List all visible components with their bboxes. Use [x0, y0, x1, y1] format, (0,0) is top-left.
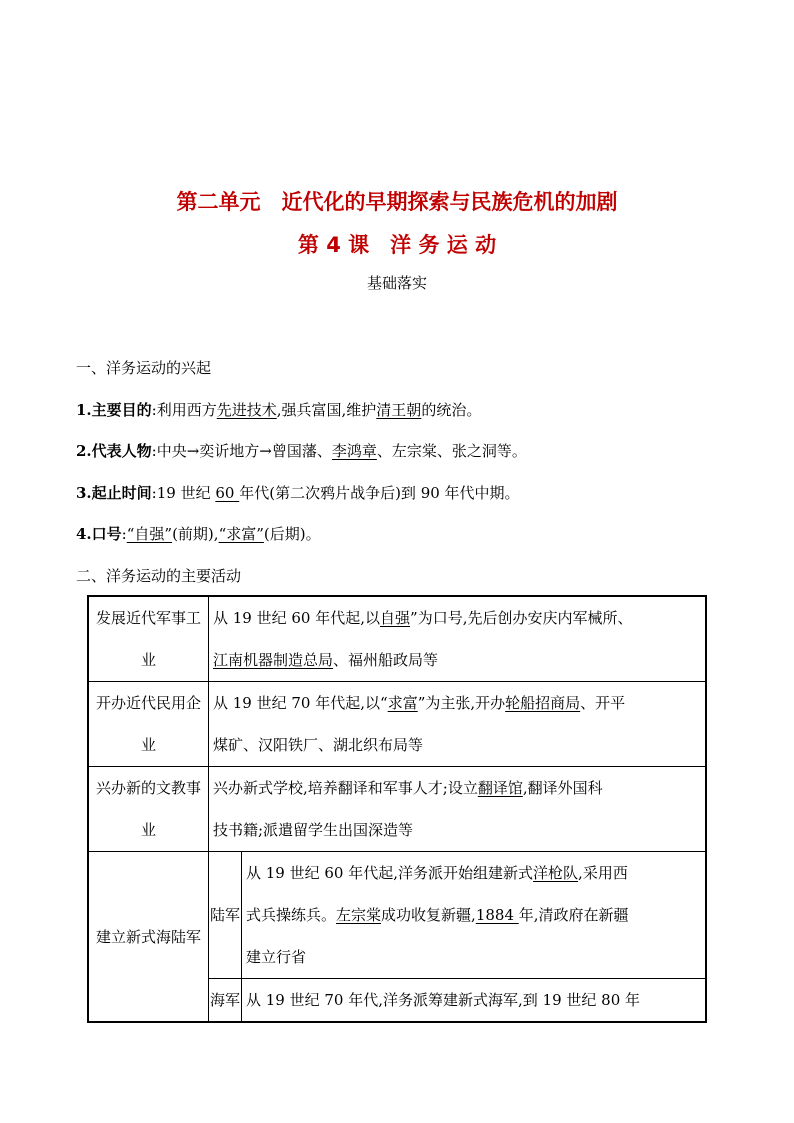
- item-text: 年代(第二次鸦片战争后)到 90 年代中期。: [239, 484, 520, 502]
- answer-blank: 先进技术: [216, 401, 277, 419]
- subcategory-cell: 陆军: [209, 852, 242, 979]
- cell-text: ”为主张,开办: [417, 694, 506, 712]
- item-period: [76, 482, 520, 503]
- subcategory-cell: 海军: [209, 979, 242, 1023]
- lesson-title: 第 4 课 洋 务 运 动: [297, 233, 497, 257]
- answer-blank: 洋枪队: [533, 864, 579, 882]
- table-row: [88, 852, 706, 979]
- section1-heading: 一、洋务运动的兴起: [76, 359, 212, 377]
- item-label: 2.代表人物: [76, 442, 152, 460]
- cell-text: 、开平: [580, 694, 626, 712]
- cell-text: 成功收复新疆,: [381, 906, 476, 924]
- activities-table: [87, 595, 707, 1023]
- item-text: 的统治。: [421, 401, 482, 419]
- table-row: [88, 682, 706, 767]
- cell-text: 、福州船政局等: [333, 651, 439, 669]
- answer-blank: 江南机器制造总局: [213, 651, 334, 669]
- answer-blank: 求富: [387, 694, 418, 712]
- item-text: :19 世纪: [151, 484, 216, 502]
- cell-text: 煤矿、汉阳铁厂、湖北织布局等: [213, 736, 424, 754]
- answer-blank: 翻译馆: [477, 779, 523, 797]
- cell-text: ,翻译外国科: [522, 779, 603, 797]
- answer-blank: “自强”: [126, 525, 173, 543]
- item-text: 、左宗棠、张之洞等。: [376, 442, 527, 460]
- cell-text: 从 19 世纪 60 年代起,洋务派开始组建新式: [246, 864, 534, 882]
- item-text: (前期),: [172, 525, 219, 543]
- category-cell: 兴办新的文教事业: [88, 767, 209, 852]
- item-representatives: [76, 440, 527, 461]
- section2-heading: 二、洋务运动的主要活动: [76, 567, 242, 585]
- item-label: 1.主要目的: [76, 401, 152, 419]
- content-cell: [242, 852, 707, 979]
- item-text: (后期)。: [263, 525, 321, 543]
- cell-text: 年,清政府在新疆: [518, 906, 629, 924]
- item-text: :中央→奕䜣地方→曾国藩、: [151, 442, 332, 460]
- content-cell: [242, 979, 707, 1023]
- content-cell: [209, 767, 707, 852]
- section-label: 基础落实: [366, 274, 427, 292]
- category-cell: 发展近代军事工业: [88, 596, 209, 682]
- cell-text: ,采用西: [578, 864, 628, 882]
- answer-blank: 轮船招商局: [505, 694, 581, 712]
- category-cell: 开办近代民用企业: [88, 682, 209, 767]
- content-cell: [209, 596, 707, 682]
- answer-blank: “求富”: [218, 525, 264, 543]
- content-cell: [209, 682, 707, 767]
- item-label: 4.口号: [76, 525, 122, 543]
- item-main-purpose: [76, 399, 481, 420]
- answer-blank: 李鸿章: [331, 442, 377, 460]
- answer-blank: 1884: [475, 906, 519, 924]
- cell-text: 式兵操练兵。: [246, 906, 337, 924]
- item-label: 3.起止时间: [76, 484, 152, 502]
- item-text: :利用西方: [151, 401, 217, 419]
- cell-text: 从 19 世纪 70 年代,洋务派筹建新式海军,到 19 世纪 80 年: [246, 991, 641, 1009]
- cell-text: 从 19 世纪 70 年代起,以“: [213, 694, 388, 712]
- cell-text: 建立行省: [246, 948, 307, 966]
- item-slogan: [76, 523, 321, 544]
- category-cell: 建立新式海陆军: [88, 852, 209, 1023]
- cell-text: 兴办新式学校,培养翻译和军事人才;设立: [213, 779, 478, 797]
- table-row: [88, 596, 706, 682]
- item-text: ,强兵富国,维护: [276, 401, 377, 419]
- cell-text: 从 19 世纪 60 年代起,以: [213, 609, 381, 627]
- answer-blank: 清王朝: [376, 401, 422, 419]
- answer-blank: 左宗棠: [336, 906, 382, 924]
- answer-blank: 60: [215, 484, 240, 502]
- cell-text: 技书籍;派遣留学生出国深造等: [213, 821, 414, 839]
- cell-text: ”为口号,先后创办安庆内军械所、: [410, 609, 633, 627]
- unit-title: 第二单元 近代化的早期探索与民族危机的加剧: [176, 190, 618, 214]
- answer-blank: 自强: [380, 609, 411, 627]
- item-text: :: [121, 525, 127, 543]
- table-row: [88, 767, 706, 852]
